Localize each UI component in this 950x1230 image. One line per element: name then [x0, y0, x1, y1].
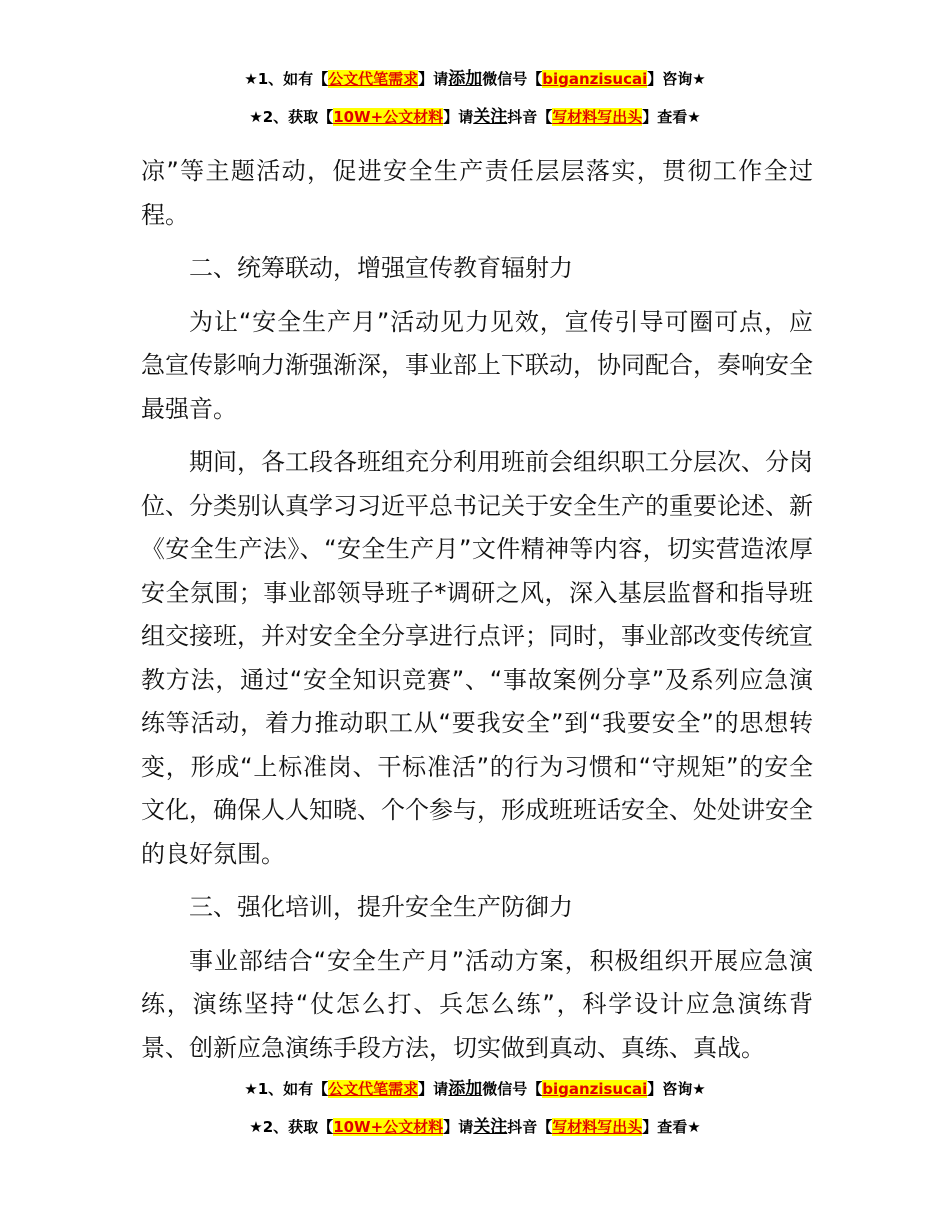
section-heading-2: 二、统筹联动，增强宣传教育辐射力	[189, 254, 573, 282]
banner-text: 】咨询★	[647, 70, 706, 88]
bottom-banner-line-2	[0, 1116, 950, 1138]
banner-text: ★1、如有【	[244, 1080, 329, 1098]
document-body	[141, 150, 813, 1080]
section-heading-3: 三、强化培训，提升安全生产防御力	[189, 893, 573, 921]
banner-text: 】查看★	[642, 1118, 701, 1136]
banner-text: 微信号【	[482, 1080, 543, 1098]
banner-text: 】请	[418, 70, 449, 88]
banner-highlight-materials: 10W+公文材料	[333, 1118, 444, 1136]
banner-highlight-douyin: 写材料写出头	[552, 108, 643, 126]
banner-highlight-service: 公文代笔需求	[328, 1080, 419, 1098]
paragraph: 事业部结合“安全生产月”活动方案，积极组织开展应急演练，演练坚持“仗怎么打、兵怎么练”，科学设计应急演练背景、创新应急演练手段方法，切实做到真动、真练、真战。	[141, 946, 813, 1062]
banner-emphasis: 添加	[448, 69, 483, 89]
banner-text: 】请	[443, 108, 474, 126]
banner-text: 】查看★	[642, 108, 701, 126]
bottom-banner-line-1	[0, 1078, 950, 1100]
banner-emphasis: 关注	[473, 107, 508, 127]
banner-text: 】请	[443, 1118, 474, 1136]
banner-emphasis: 关注	[473, 1117, 508, 1137]
banner-text: 抖音【	[507, 1118, 553, 1136]
banner-text: ★1、如有【	[244, 70, 329, 88]
banner-text: ★2、获取【	[249, 108, 334, 126]
banner-emphasis: 添加	[448, 1079, 483, 1099]
paragraph: 期间，各工段各班组充分利用班前会组织职工分层次、分岗位、分类别认真学习习近平总书记关于安全生产的重要论述、新《安全生产法》、“安全生产月”文件精神等内容，切实营造浓厚安全氛围；事业部领导班子*调研之风，深入基层监督和指导班组交接班，并对安全全分享进行点评；同时，事业部改变传统宣教方法，通过“安全知识竞赛”、“事故案例分享”及系列应急演练等活动，着力推动职工从“要我安全”到“我要安全”的思想转变，形成“上标准岗、干标准活”的行为习惯和“守规矩”的安全文化，确保人人知晓、个个参与，形成班班话安全、处处讲安全的良好氛围。	[141, 448, 813, 868]
banner-text: 】咨询★	[647, 1080, 706, 1098]
top-banner-line-1	[0, 68, 950, 90]
banner-highlight-wechat-id: biganzisucai	[542, 1080, 648, 1098]
banner-text: 微信号【	[482, 70, 543, 88]
banner-text: ★2、获取【	[249, 1118, 334, 1136]
banner-text: 抖音【	[507, 108, 553, 126]
banner-highlight-wechat-id: biganzisucai	[542, 70, 648, 88]
banner-highlight-service: 公文代笔需求	[328, 70, 419, 88]
paragraph-continuation: 凉”等主题活动，促进安全生产责任层层落实，贯彻工作全过程。	[141, 157, 813, 229]
paragraph: 为让“安全生产月”活动见力见效，宣传引导可圈可点，应急宣传影响力渐强渐深，事业部上下联动，协同配合，奏响安全最强音。	[141, 307, 813, 423]
banner-highlight-materials: 10W+公文材料	[333, 108, 444, 126]
banner-text: 】请	[418, 1080, 449, 1098]
top-banner-line-2	[0, 106, 950, 128]
banner-highlight-douyin: 写材料写出头	[552, 1118, 643, 1136]
